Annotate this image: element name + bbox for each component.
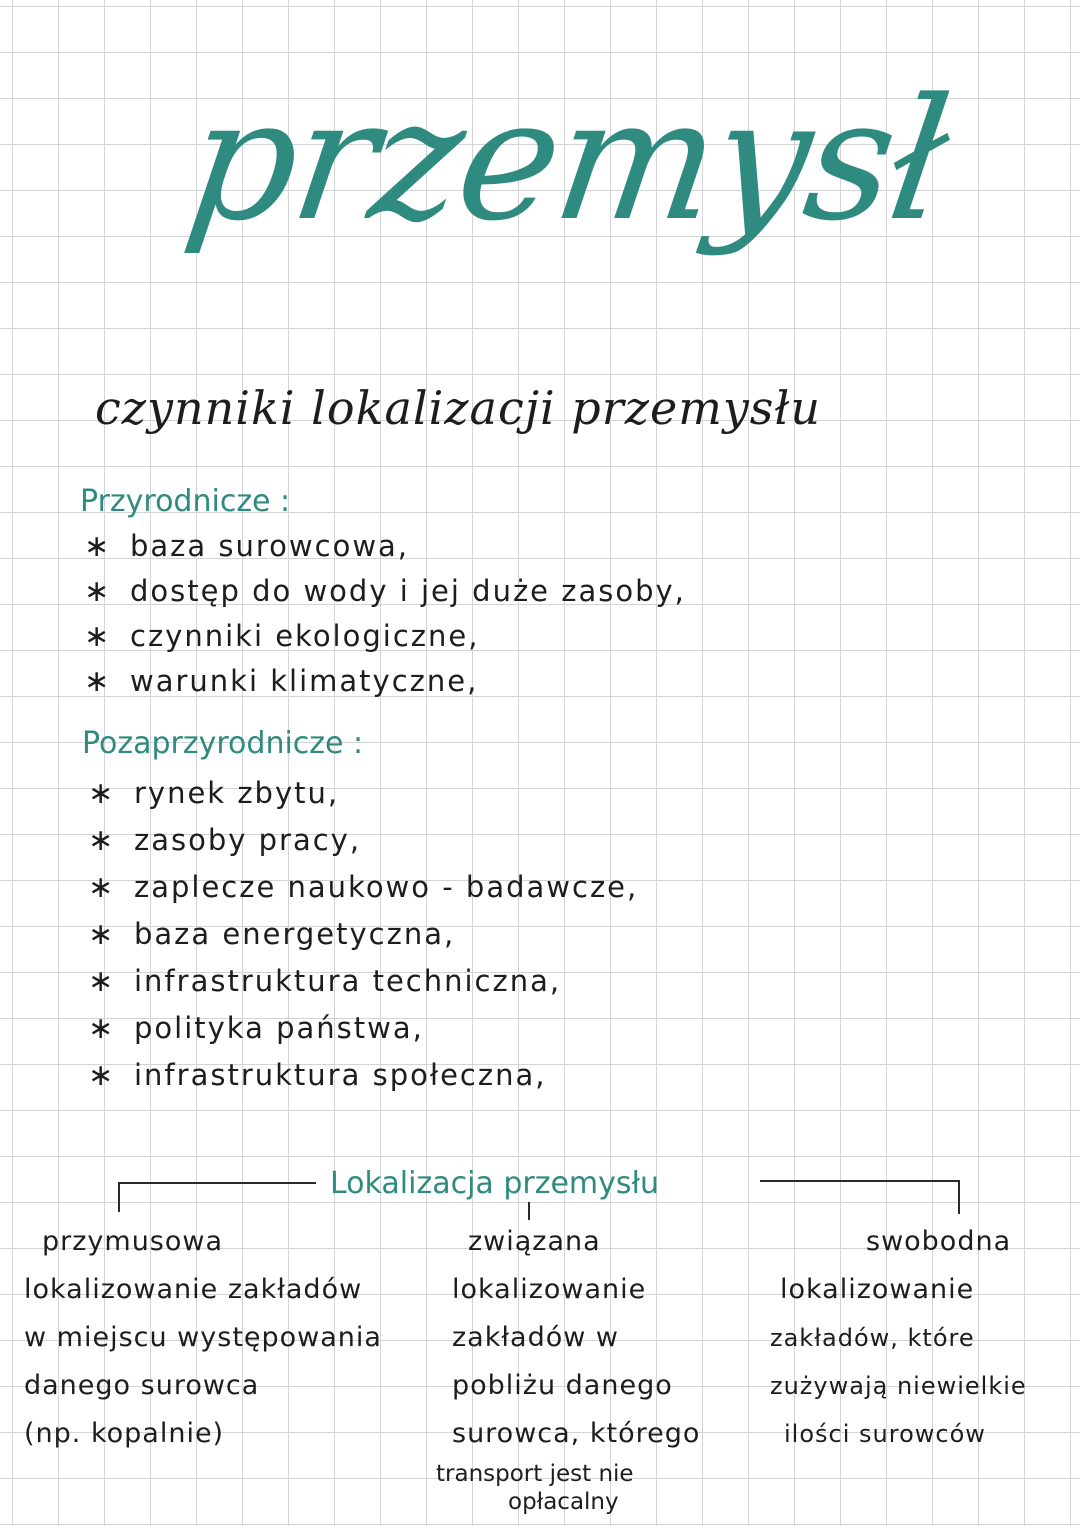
asterisk-icon: ∗ — [84, 574, 112, 609]
natural-heading: Przyrodnicze : — [80, 484, 291, 519]
column-note: transport jest nie — [436, 1461, 634, 1487]
asterisk-icon: ∗ — [84, 664, 112, 699]
column-line: surowca, którego — [452, 1418, 701, 1449]
list-item: ∗ baza surowcowa, — [84, 524, 686, 569]
asterisk-icon: ∗ — [88, 917, 116, 952]
diagram-line-left — [118, 1182, 316, 1184]
asterisk-icon: ∗ — [88, 776, 116, 811]
diagram-title: Lokalizacja przemysłu — [330, 1166, 660, 1201]
column-line: w miejscu występowania — [24, 1322, 382, 1353]
asterisk-icon: ∗ — [88, 870, 116, 905]
list-item: ∗ rynek zbytu, — [88, 770, 638, 817]
asterisk-icon: ∗ — [88, 964, 116, 999]
diagram-drop-right — [958, 1180, 960, 1214]
column-line: lokalizowanie zakładów — [24, 1274, 363, 1305]
asterisk-icon: ∗ — [88, 823, 116, 858]
column-line: (np. kopalnie) — [24, 1418, 225, 1449]
column-line: ilości surowców — [784, 1420, 986, 1448]
list-item: ∗ baza energetyczna, — [88, 911, 638, 958]
nonnatural-list — [88, 770, 638, 1099]
column-line: zużywają niewielkie — [770, 1372, 1027, 1400]
asterisk-icon: ∗ — [88, 1011, 116, 1046]
diagram-column-left — [24, 1218, 382, 1458]
asterisk-icon: ∗ — [84, 619, 112, 654]
list-item: ∗ zaplecze naukowo - badawcze, — [88, 864, 638, 911]
diagram-column-right — [770, 1218, 1027, 1458]
column-title: związana — [468, 1226, 601, 1257]
column-line: lokalizowanie — [780, 1274, 975, 1305]
column-line: zakładów w — [452, 1322, 619, 1353]
list-item: ∗ polityka państwa, — [88, 1005, 638, 1052]
list-item: ∗ infrastruktura techniczna, — [88, 958, 638, 1005]
list-item: ∗ dostęp do wody i jej duże zasoby, — [84, 569, 686, 614]
diagram-drop-left — [118, 1182, 120, 1212]
list-item: ∗ warunki klimatyczne, — [84, 659, 686, 704]
column-line: lokalizowanie — [452, 1274, 647, 1305]
column-line: zakładów, które — [770, 1324, 975, 1352]
section-subtitle: czynniki lokalizacji przemysłu — [95, 381, 821, 435]
natural-list — [84, 524, 686, 704]
column-line: pobliżu danego — [452, 1370, 673, 1401]
asterisk-icon: ∗ — [84, 529, 112, 564]
list-item: ∗ zasoby pracy, — [88, 817, 638, 864]
list-item: ∗ infrastruktura społeczna, — [88, 1052, 638, 1099]
asterisk-icon: ∗ — [88, 1058, 116, 1093]
diagram-column-middle — [436, 1218, 701, 1516]
column-note: opłacalny — [508, 1489, 619, 1515]
nonnatural-heading: Pozaprzyrodnicze : — [82, 726, 364, 761]
list-item: ∗ czynniki ekologiczne, — [84, 614, 686, 659]
page-title: przemysł — [176, 62, 959, 258]
diagram-line-right — [760, 1180, 960, 1182]
column-title: swobodna — [866, 1226, 1012, 1257]
column-line: danego surowca — [24, 1370, 260, 1401]
column-title: przymusowa — [42, 1226, 224, 1257]
